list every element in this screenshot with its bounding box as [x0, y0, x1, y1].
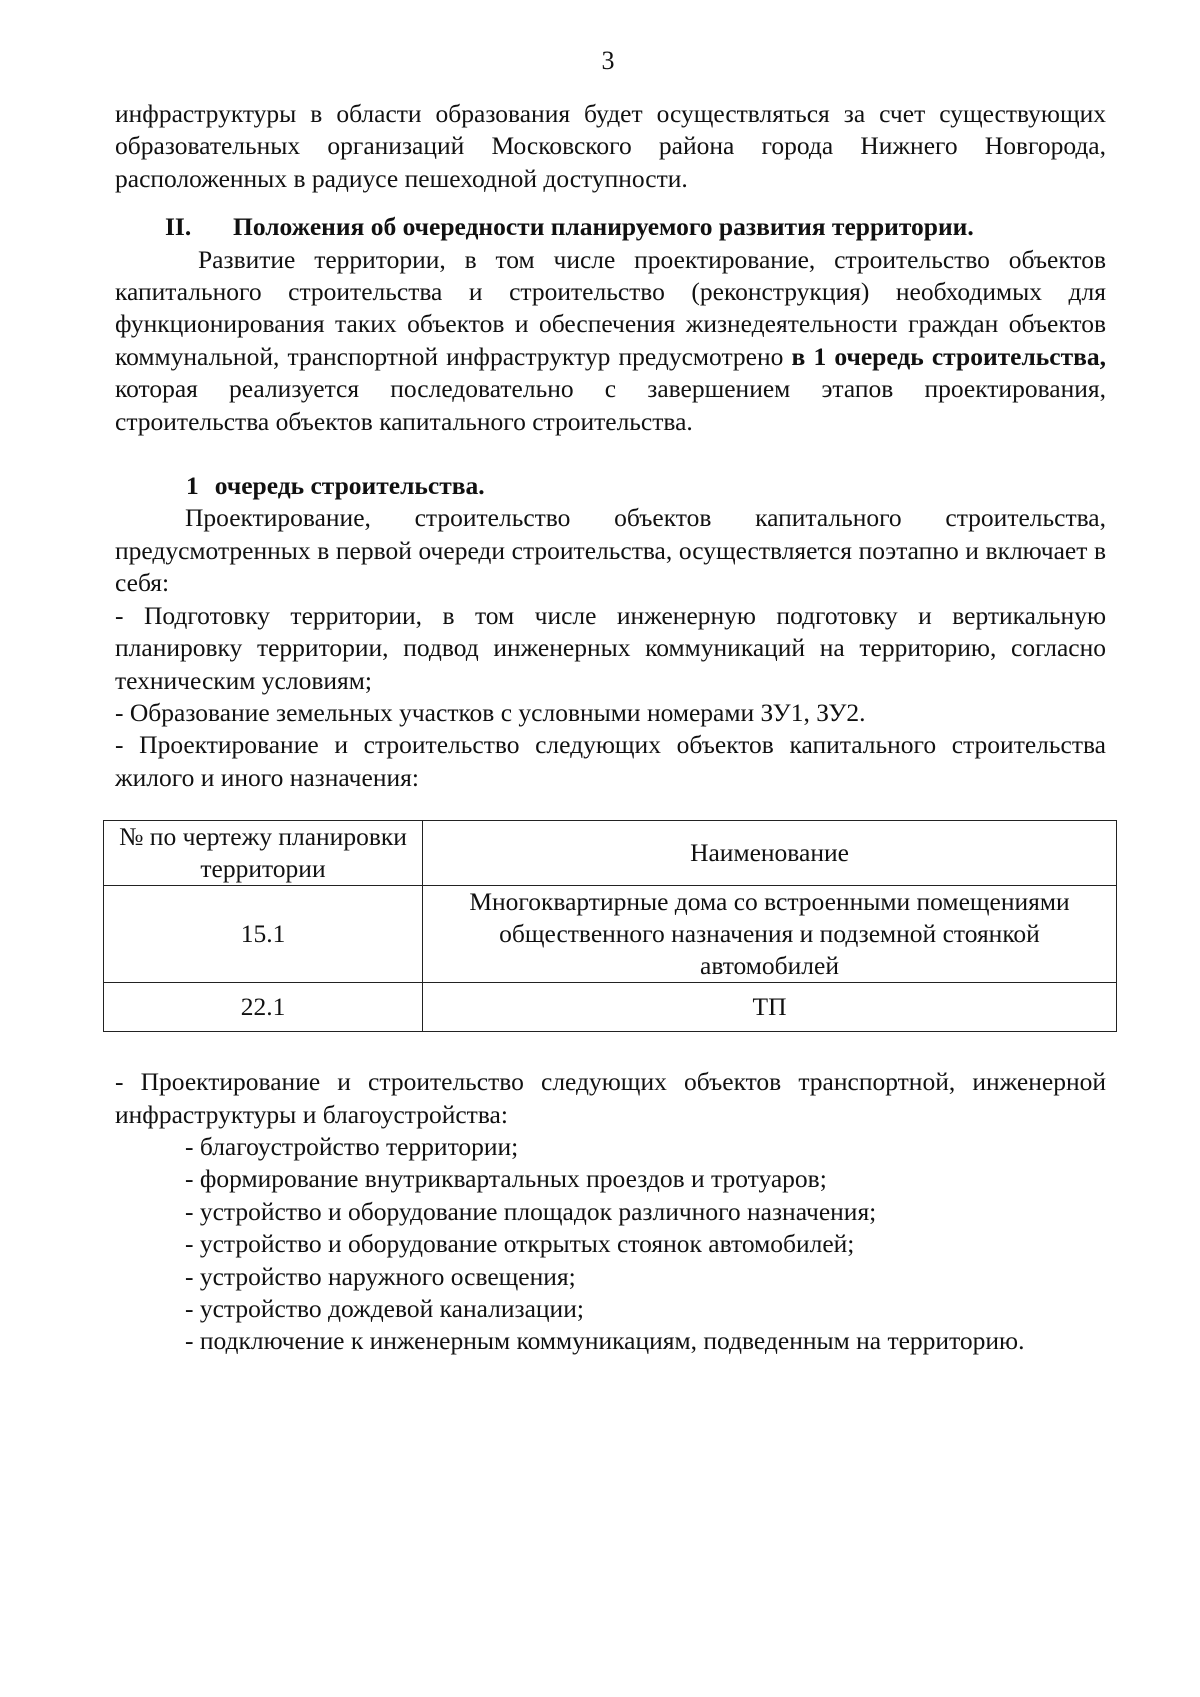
- table-cell-number: 22.1: [104, 983, 423, 1032]
- table-header-name: Наименование: [423, 821, 1117, 886]
- infra-list-item: - устройство наружного освещения;: [185, 1261, 576, 1291]
- infra-list-item: - устройство и оборудование площадок различного назначения;: [185, 1196, 877, 1226]
- table-cell-name: Многоквартирные дома со встроенными помещениями общественного назначения и подземной стоянкой автомобилей: [423, 886, 1117, 983]
- queue-paragraph: Проектирование, строительство объектов капитального строительства, предусмотренных в первой очереди строительства, осуществляется поэтапно и включает в себя:: [115, 503, 1106, 598]
- table-row: [104, 983, 1117, 1032]
- table-cell-number: 15.1: [104, 886, 423, 983]
- queue-heading: [115, 470, 1106, 502]
- list-item-capital-objects: - Проектирование и строительство следующих объектов капитального строительства жилого и иного назначения:: [115, 730, 1106, 792]
- table-header-row: [104, 821, 1117, 886]
- document-body: [115, 98, 1106, 1358]
- queue-title: очередь строительства.: [214, 471, 485, 501]
- section-heading: [115, 211, 1106, 243]
- queue-number: 1: [186, 471, 199, 501]
- infra-list-item: - устройство дождевой канализации;: [185, 1293, 584, 1323]
- table-cell-name: ТП: [423, 983, 1117, 1032]
- development-text-bold: в 1 очередь строительства,: [791, 341, 1107, 371]
- intro-paragraph: инфраструктуры в области образования будет осуществляться за счет существующих образовательных организаций Московского района города Нижнего Новгорода, расположенных в радиусе пешеходной доступности.: [115, 99, 1106, 193]
- list-item-preparation: - Подготовку территории, в том числе инженерную подготовку и вертикальную планировку территории, подвод инженерных коммуникаций на территорию, согласно техническим условиям;: [115, 600, 1106, 695]
- table-header-number: № по чертежу планировки территории: [104, 821, 423, 886]
- table-row: [104, 886, 1117, 983]
- infrastructure-paragraph: - Проектирование и строительство следующих объектов транспортной, инженерной инфраструктуры и благоустройства:: [115, 1067, 1106, 1129]
- development-text-start: Развитие территории, в том числе проектирование, строительство объектов капитального строительства и строительство (реконструкция) необходимых для функционирования таких объектов и обеспечения жизнедеятельности граждан объектов коммунальной, транспортной инфраструктур предусмотрено: [115, 244, 1106, 371]
- infra-list-item: - формирование внутриквартальных проездов и тротуаров;: [185, 1164, 827, 1194]
- list-item-land-plots: - Образование земельных участков с условными номерами ЗУ1, ЗУ2.: [115, 697, 866, 727]
- section-title: Положения об очередности планируемого развития территории.: [233, 212, 974, 242]
- objects-table: [103, 820, 1117, 1032]
- infra-list-item-last: - подключение к инженерным коммуникациям, подведенным на территорию.: [185, 1326, 1025, 1356]
- infra-list-item: - устройство и оборудование открытых стоянок автомобилей;: [185, 1229, 855, 1259]
- development-paragraph: [115, 244, 1106, 438]
- page-number: 3: [601, 46, 615, 75]
- section-number: II.: [165, 212, 192, 242]
- infra-list-item: - благоустройство территории;: [185, 1131, 519, 1161]
- development-text-end: которая реализуется последовательно с завершением этапов проектирования, строительства объектов капитального строительства.: [115, 374, 1106, 436]
